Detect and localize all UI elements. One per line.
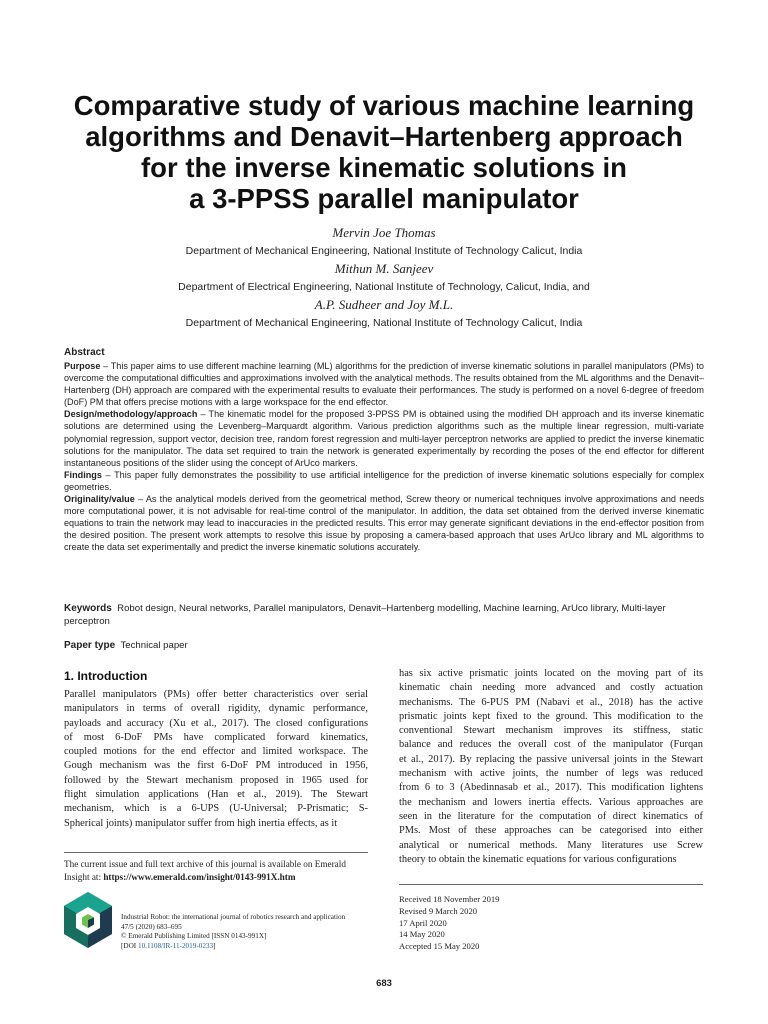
dates-divider xyxy=(399,884,703,885)
journal-doi xyxy=(121,942,371,952)
findings-text: – This paper fully demonstrates the possibility to use artificial intelligence for the prediction of inverse kinematic solutions especially for complex geometries. xyxy=(64,469,704,492)
intro-right-line: seen in the literature for the computation of direct kinematics of xyxy=(399,810,703,822)
findings-label: Findings xyxy=(64,469,102,480)
doi-suffix: ] xyxy=(213,941,216,950)
footnote-divider xyxy=(64,852,368,853)
paper-type xyxy=(64,639,704,652)
abstract-purpose xyxy=(64,360,704,408)
title-line-4: a 3-PPSS parallel manipulator xyxy=(189,183,579,214)
access-note-text: The current issue and full text archive of this journal is available on Emerald Insight at: xyxy=(64,859,346,882)
keywords-label: Keywords xyxy=(64,603,112,614)
journal-info xyxy=(121,913,371,951)
abstract-heading: Abstract xyxy=(64,347,105,358)
journal-copyright: © Emerald Publishing Limited [ISSN 0143-991X] xyxy=(121,932,267,941)
intro-right-line: from 6 to 3 (Abedinnasab et al., 2017). This modification lightens xyxy=(399,782,703,794)
originality-label: Originality/value xyxy=(64,494,135,505)
intro-left-line: payloads and accuracy (Xu et al., 2017). The closed configurations xyxy=(64,717,368,729)
keywords-text: Robot design, Neural networks, Parallel manipulators, Denavit–Hartenberg modelling, Machine learning, ArUco library, Multi-layer perceptron xyxy=(64,603,666,627)
abstract-originality xyxy=(64,493,704,553)
abstract-block xyxy=(64,346,704,554)
keywords xyxy=(64,602,704,628)
emerald-logo xyxy=(62,890,114,958)
intro-right-line: the mechanism and lowers inertia effects. Various approaches are xyxy=(399,796,703,808)
intro-right-line: et al., 2017). By replacing the passive universal joints in the Stewart xyxy=(399,753,703,765)
intro-right-line: PMs. Most of these approaches can be categorised into either xyxy=(399,825,703,837)
intro-right-line: prismatic joints kept fixed to the ground. This modification to the xyxy=(399,710,703,722)
intro-right-line: balance and reduces the overall cost of the manipulator (Furqan xyxy=(399,739,703,751)
abstract-design xyxy=(64,408,704,468)
design-text: – The kinematic model for the proposed 3-PPSS PM is obtained using the modified DH approach and its inverse kinematic solutions are determined using the Levenberg–Marquardt algorithm. Various prediction algorithms such as the multiple linear regression, multi-variate polynomial regression, support vector, decision tree, random forest regression and multi-layer perceptron networks are applied to predict the inverse kinematic solutions for the manipulator. The data set required to train the network is generated experimentally by recording the poses of the end effector for different instantaneous positions of the slider using the concept of ArUco markers. xyxy=(64,409,704,468)
author-block xyxy=(40,224,728,332)
intro-left-line: manipulators in terms of overall rigidity, dynamic performance, xyxy=(64,703,368,715)
intro-left-line: Gough mechanism was the first 6-DoF PM introduced in 1956, xyxy=(64,760,368,772)
author-affiliation-1: Department of Mechanical Engineering, National Institute of Technology Calicut, India xyxy=(185,245,583,257)
title-line-2: algorithms and Denavit–Hartenberg approach xyxy=(85,121,683,152)
abstract-findings xyxy=(64,469,704,493)
intro-right-line: theory to obtain the kinematic equations for various configurations xyxy=(399,853,677,865)
journal-url-link[interactable]: https://www.emerald.com/insight/0143-991X.htm xyxy=(103,871,296,882)
author-affiliation-2: Department of Electrical Engineering, National Institute of Technology, Calicut, India, and xyxy=(178,281,590,293)
intro-right-line: kinematic chain needing more advanced and costly actuation xyxy=(399,682,703,694)
purpose-text: – This paper aims to use different machine learning (ML) algorithms for the prediction of inverse kinematic solutions in parallel manipulators (PMs) to overcome the computational difficulties and approximations involved with the analytical methods. The results obtained from the ML algorithms and the Denavit–Hartenberg (DH) approach are compared with the experimental results to evaluate their performances. The study is performed on a novel 6-degree of freedom (DoF) PM that offers precise motions with a large workspace for the end effector. xyxy=(64,361,704,408)
author-affiliation-3: Department of Mechanical Engineering, National Institute of Technology Calicut, India xyxy=(185,317,583,329)
author-name-3: A.P. Sudheer and Joy M.L. xyxy=(314,297,454,312)
intro-left-line: Spherical joints) manipulator suffer from high inertia effects, as it xyxy=(64,817,338,829)
design-label: Design/methodology/approach xyxy=(64,409,198,420)
page-number: 683 xyxy=(376,978,392,989)
originality-text: – As the analytical models derived from the geometrical method, Screw theory or numerical techniques involve approximations and needs more computational power, it is not advisable for real-time control of the manipulator. In addition, the data set obtained from the derived inverse kinematic equations to train the network may lead to inaccuracies in the predicted results. This error may generate significant deviations in the end-effector position from the desired position. The present work attempts to resolve this issue by proposing a camera-based approach that uses ArUco library and ML algorithms to create the data set experimentally and predict the inverse kinematic solutions accurately. xyxy=(64,494,704,553)
date-revised-2: 17 April 2020 xyxy=(399,917,447,928)
journal-name: Industrial Robot: the international journal of robotics research and application xyxy=(121,913,346,921)
author-name-1: Mervin Joe Thomas xyxy=(332,225,436,240)
paper-title xyxy=(40,90,728,214)
intro-left-line: of most 6-DoF PMs have complicated forward kinematics, xyxy=(64,731,368,743)
title-line-3: for the inverse kinematic solutions in xyxy=(141,152,627,183)
intro-left-line: Parallel manipulators (PMs) offer better characteristics over serial xyxy=(64,689,368,700)
intro-left-line: flight simulation applications (Han et al., 2019). The Stewart xyxy=(64,789,368,801)
paper-type-label: Paper type xyxy=(64,640,116,651)
paper-type-text: Technical paper xyxy=(120,640,188,651)
date-received: Received 18 November 2019 xyxy=(399,894,500,904)
intro-left-column xyxy=(64,688,368,831)
intro-right-line: has six active prismatic joints located on the moving part of its xyxy=(399,668,703,679)
journal-volume: 47/5 (2020) 683–695 xyxy=(121,922,182,931)
intro-right-line: mechanisms. The 6-PUS PM (Nabavi et al., 2018) has the active xyxy=(399,696,703,708)
intro-left-line: coupled motions for the end effector and limited workspace. The xyxy=(64,746,368,758)
doi-link[interactable]: 10.1108/IR-11-2019-0233 xyxy=(137,941,214,950)
date-revised-3: 14 May 2020 xyxy=(399,929,445,940)
purpose-label: Purpose xyxy=(64,361,101,371)
date-revised-1: Revised 9 March 2020 xyxy=(399,905,478,916)
intro-left-line: mechanism, which is a 6-UPS (U-Universal; P-Prismatic; S- xyxy=(64,803,368,815)
date-accepted: Accepted 15 May 2020 xyxy=(399,941,480,952)
intro-right-line: conventional Stewart mechanism improves its stiffness, static xyxy=(399,725,703,737)
intro-right-line: analytical or numerical methods. Many literatures use Screw xyxy=(399,839,703,851)
title-line-1: Comparative study of various machine learning xyxy=(73,90,695,121)
article-dates xyxy=(399,894,619,953)
intro-left-line: followed by the Stewart mechanism proposed in 1965 used for xyxy=(64,774,368,786)
author-name-2: Mithun M. Sanjeev xyxy=(334,261,434,276)
intro-right-line: mechanism with active joints, the number of legs was reduced xyxy=(399,768,703,780)
section-title-introduction: 1. Introduction xyxy=(64,669,148,683)
doi-prefix: [DOI xyxy=(121,941,138,950)
journal-access-note xyxy=(64,858,368,883)
intro-right-column xyxy=(399,667,703,867)
